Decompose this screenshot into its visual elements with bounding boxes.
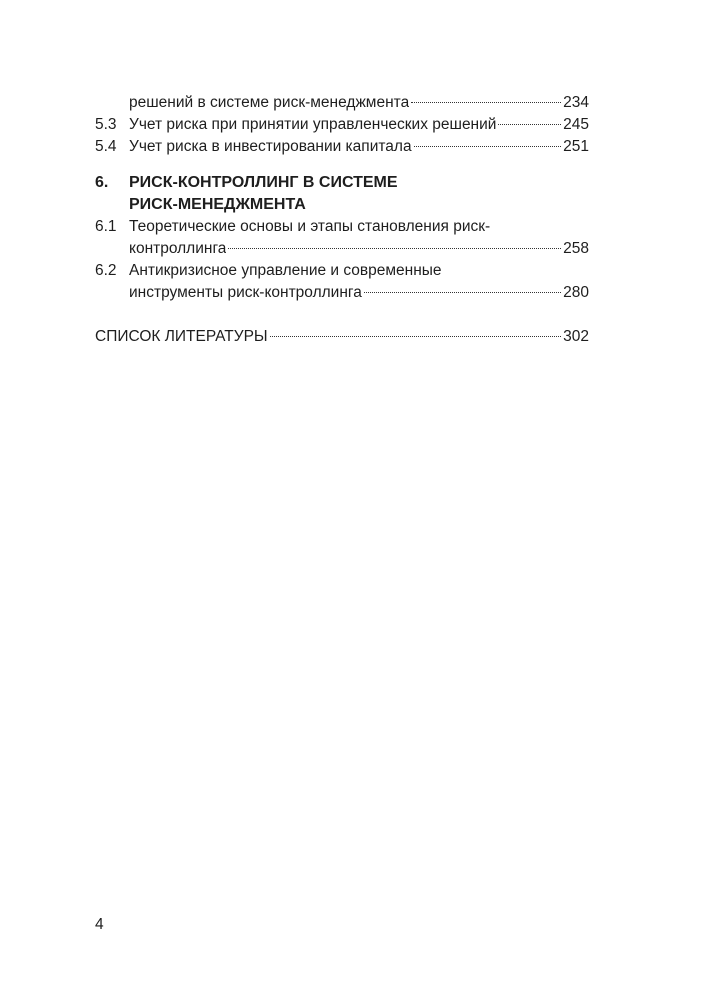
toc-section-number: 6.2 bbox=[95, 262, 117, 279]
dot-leader bbox=[270, 336, 561, 337]
toc-entry-6-2-continued[interactable] bbox=[95, 282, 589, 304]
toc-page-number: 245 bbox=[563, 116, 589, 133]
table-of-contents bbox=[95, 92, 589, 348]
dot-leader bbox=[411, 102, 561, 103]
toc-entry-6-2[interactable] bbox=[95, 260, 589, 282]
toc-section-number: 6.1 bbox=[95, 218, 117, 235]
toc-entry-text: Учет риска при принятии управленческих решений bbox=[129, 116, 497, 133]
toc-entry-text: инструменты риск-контроллинга bbox=[129, 284, 362, 301]
toc-page-number: 234 bbox=[563, 94, 589, 111]
toc-section-number: 5.3 bbox=[95, 116, 117, 133]
toc-entry-text: Антикризисное управление и современные bbox=[129, 262, 442, 279]
toc-entry-5-3[interactable] bbox=[95, 114, 589, 136]
dot-leader bbox=[228, 248, 561, 249]
toc-chapter-6[interactable] bbox=[95, 172, 589, 194]
toc-entry-6-1-continued[interactable] bbox=[95, 238, 589, 260]
dot-leader bbox=[364, 292, 561, 293]
toc-page-number: 251 bbox=[563, 138, 589, 155]
toc-page-number: 258 bbox=[563, 240, 589, 257]
toc-entry-text: Теоретические основы и этапы становления риск- bbox=[129, 218, 491, 235]
dot-leader bbox=[414, 146, 562, 147]
toc-page-number: 280 bbox=[563, 284, 589, 301]
toc-page-number: 302 bbox=[563, 328, 589, 345]
toc-chapter-title: РИСК-МЕНЕДЖМЕНТА bbox=[129, 196, 306, 213]
toc-entry-bibliography[interactable] bbox=[95, 326, 589, 348]
toc-chapter-6-continued[interactable] bbox=[95, 194, 589, 216]
toc-chapter-title: РИСК-КОНТРОЛЛИНГ В СИСТЕМЕ bbox=[129, 174, 398, 191]
toc-entry-continuation[interactable] bbox=[95, 92, 589, 114]
toc-section-number: 5.4 bbox=[95, 138, 117, 155]
toc-entry-text: СПИСОК ЛИТЕРАТУРЫ bbox=[95, 328, 268, 345]
dot-leader bbox=[498, 124, 561, 125]
toc-entry-text: Учет риска в инвестировании капитала bbox=[129, 138, 412, 155]
toc-entry-text: контроллинга bbox=[129, 240, 227, 257]
toc-entry-6-1[interactable] bbox=[95, 216, 589, 238]
page-number: 4 bbox=[95, 916, 104, 933]
toc-entry-text: решений в системе риск-менеджмента bbox=[129, 94, 410, 111]
toc-chapter-number: 6. bbox=[95, 174, 109, 191]
toc-entry-5-4[interactable] bbox=[95, 136, 589, 158]
